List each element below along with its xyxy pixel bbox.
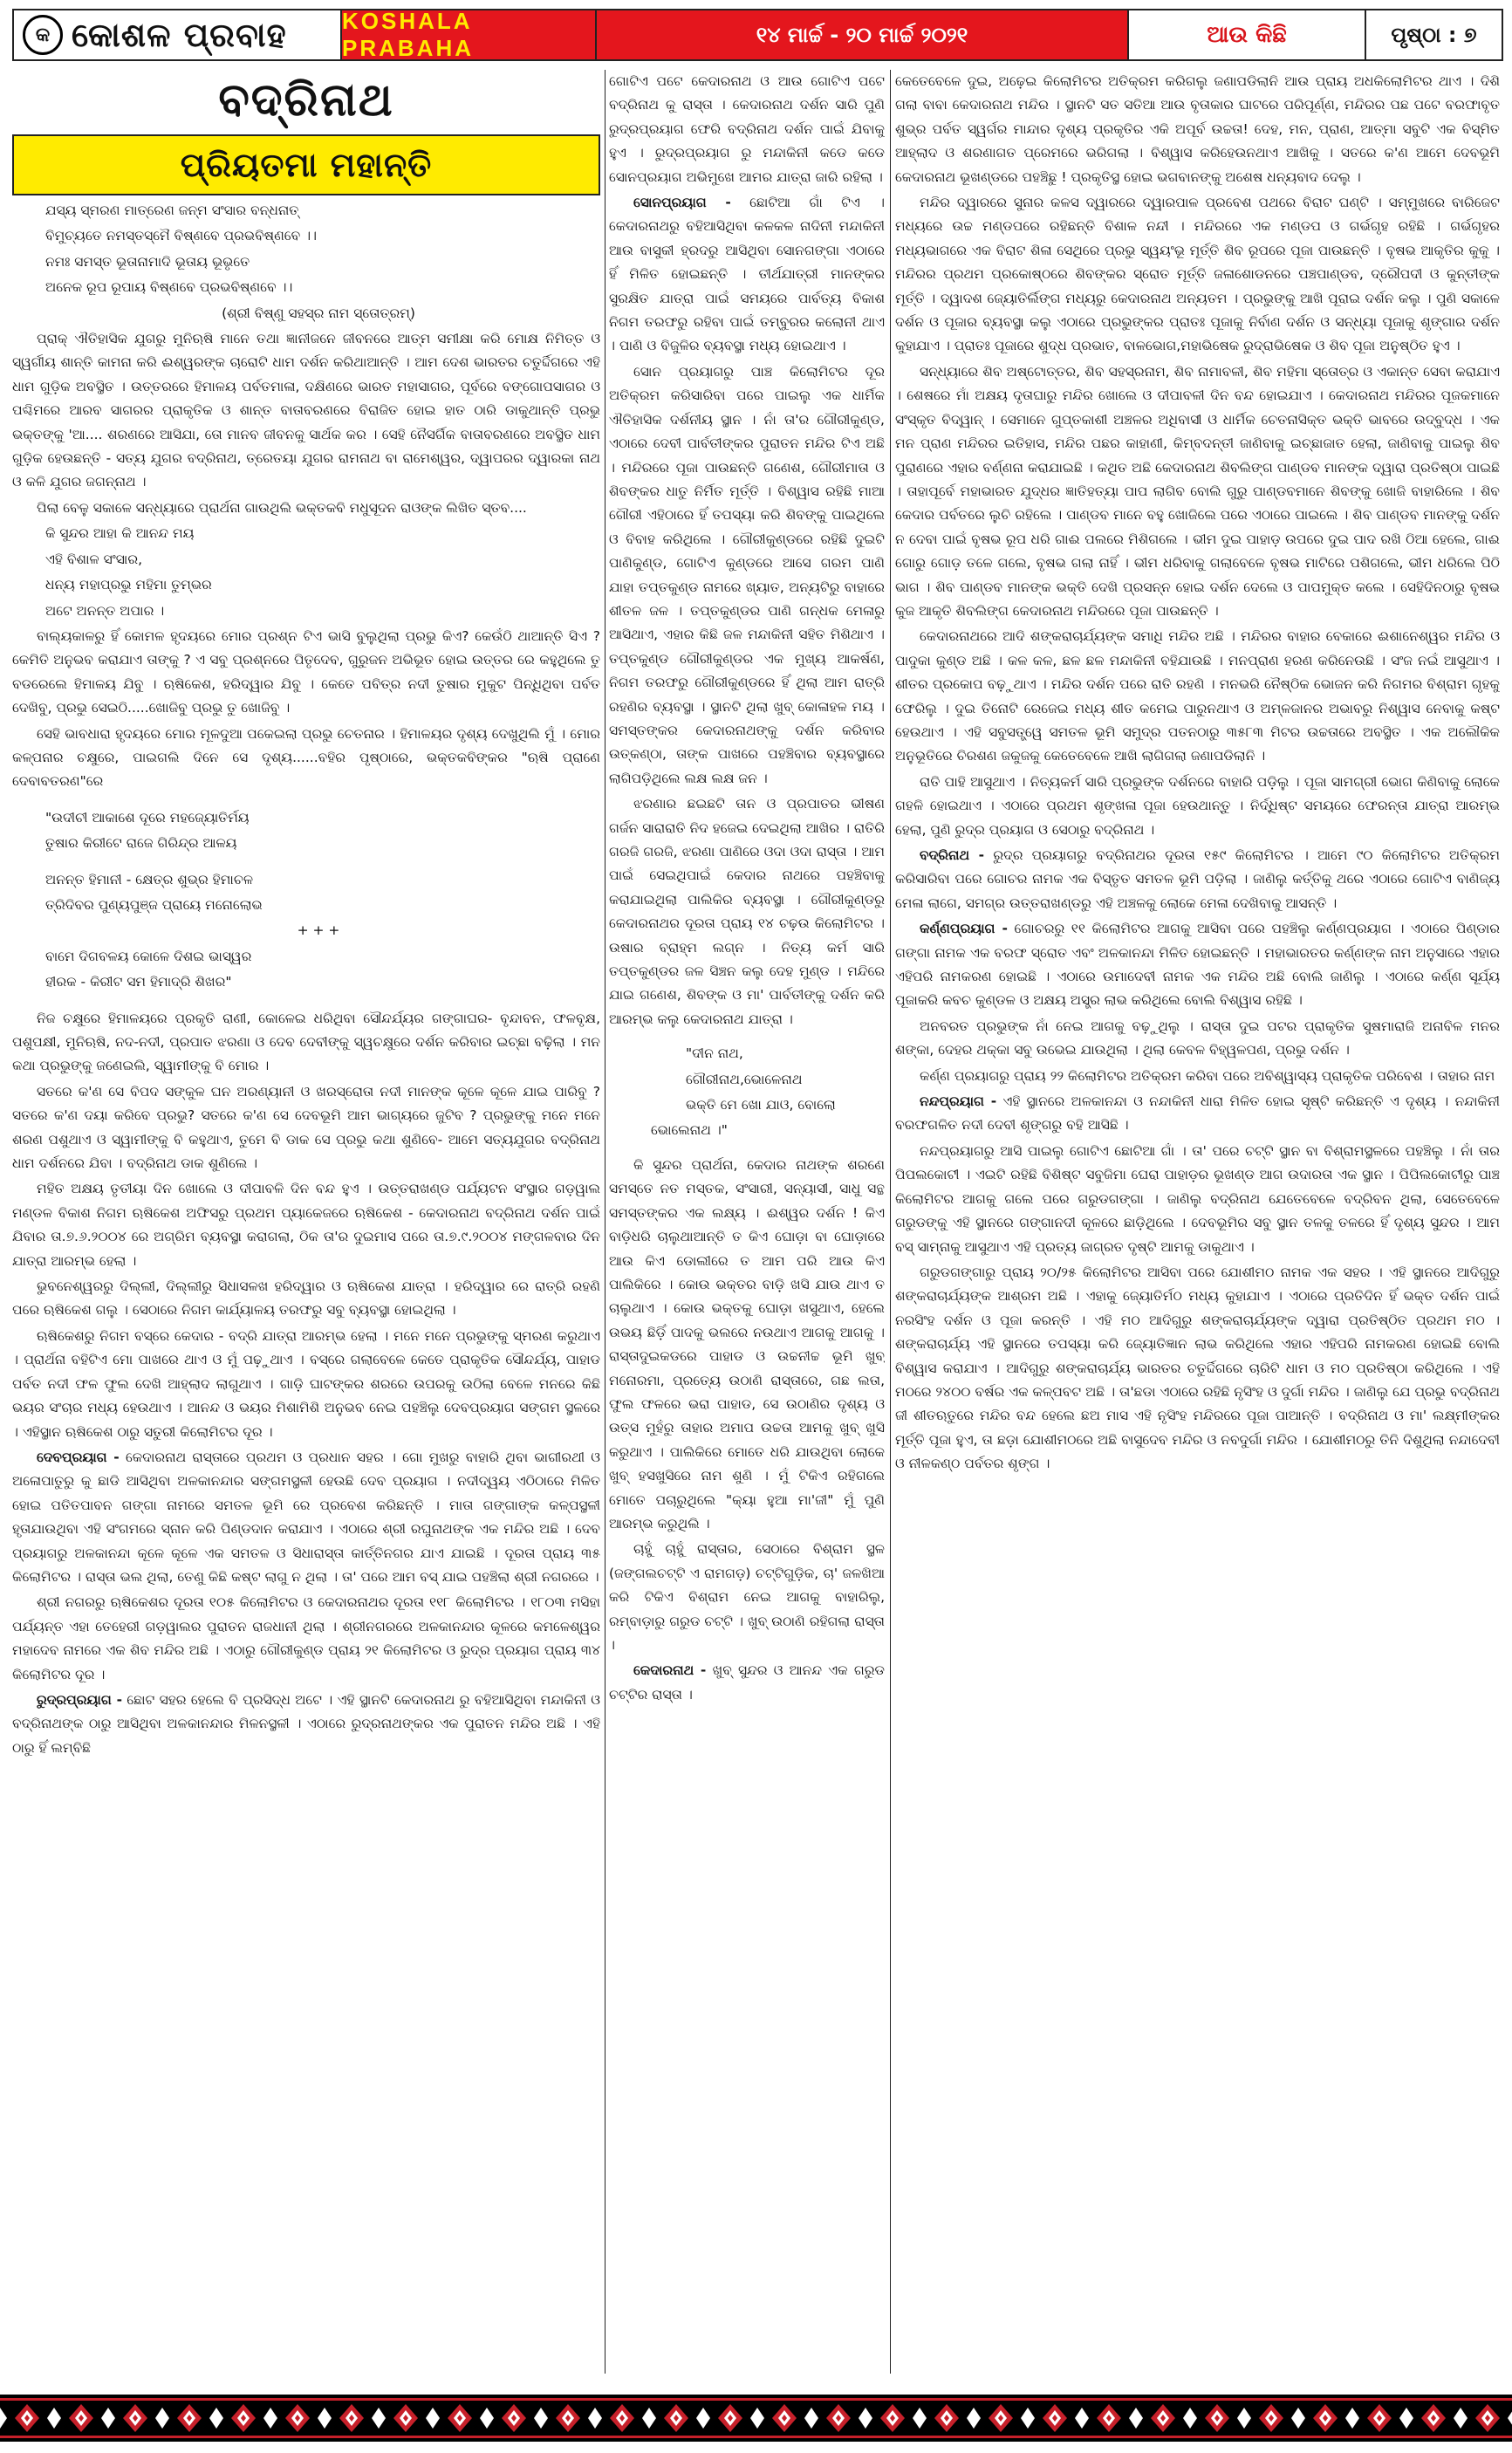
paragraph: କେଦାରନାଥରେ ଆଦି ଶଙ୍କରାଚାର୍ଯ୍ୟଙ୍କ ସମାଧି ମନ୍ଦିର ଅଛି । ମନ୍ଦିରର ବାହାର ବେକାରେ ଈଶାନେଶ୍ୱର ମନ୍ଦିର ଓ ପାଦୁକା କୁଣ୍ଡ ଅଛି । କଳ କଳ, ଛଳ ଛଳ ମନ୍ଦାକିନୀ ବହିଯାଉଛି । ମନପ୍ରାଣ ହରଣ କରିନେଉଛି । ସଂଜ ନଇଁ ଆସୁଥାଏ । ଶୀତର ପ୍ରକୋପ ବଢ଼ୁଥାଏ । ମନ୍ଦିର ଦର୍ଶନ ପରେ ରାତି ରହଣି । ମନଭରି ନୈଷ୍ଠିକ ଭୋଜନ କରି ନିଗମର ବିଶ୍ରାମ ଗୃହକୁ ଫେରିଲୁ । ଦୁଇ ତିନୋଟି ରେଜେଇ ମଧ୍ୟ ଶୀତ କମେଇ ପାରୁନଥାଏ ଓ ଅମ୍ଳଜାନର ଅଭାବରୁ ନିଶ୍ୱାସ ନେବାକୁ କଷ୍ଟ ହେଉଥାଏ । ଏହି ସବୁସତ୍ତ୍ୱେ ସମତଳ ଭୂମି ସମୁଦ୍ର ପତନଠାରୁ ୩୫୮୩ ମିଟର ଉଚ୍ଚତାରେ ଅବସ୍ଥିତ । ଏକ ଅଲୌକିକ ଅନୁଭୂତିରେ ଚିରଶଣ ଜକୁଜକୁ କେତେବେଳେ ଆଖି ଲାଗିଗଲା ଜଣାପଡିଲାନି । — [895, 628, 1500, 764]
paragraph: କେତେବେଳେ ଦୁଇ, ଅଢ଼େଇ କିଲୋମିଟର ଅତିକ୍ରମ କରିଗଲୁ ଜଣାପଡିଲାନି ଆଉ ପ୍ରାୟ ଅଧକିଲୋମିଟର ଥାଏ । ଦିଶି ଗଲା ବାବା କେଦାରନାଥ ମନ୍ଦିର । ସ୍ଥାନଟି ସତ ସତିଆ ଆଉ ବୃତାକାର ଘାଟରେ ପରିପୂର୍ଣ୍ଣ, ମନ୍ଦିରର ପଛ ପଟେ ବରଫାବୃତ ଶୁଭ୍ର ପର୍ବତ ସ୍ୱର୍ଗର ମାନ୍ଦାର ଦୃଶ୍ୟ ପ୍ରକୃତିର ଏକି ଅପୂର୍ବ ଉଚ୍ଚତା! ଦେହ, ମନ, ପ୍ରାଣ, ଆତ୍ମା ସବୁଟି ଏକ ବିସ୍ମିତ ଆହ୍ଲାଦ ଓ ଶରଣାଗତ ପ୍ରେମରେ ଭରିଗଲା । ବିଶ୍ୱାସ କରିହେଉନଥାଏ ଆଖିକୁ । ସତରେ କ'ଣ ଆମେ ଦେବଭୂମି କେଦାରନାଥ ଭୂଖଣ୍ଡରେ ପହଞ୍ଚିଛୁ ! ପ୍ରକୃତିସ୍ଥ ହୋଇ ଭଗବାନଙ୍କୁ ଅଶେଷ ଧନ୍ୟବାଦ ଦେଲୁ । — [895, 73, 1500, 185]
paragraph: ନନ୍ଦପ୍ରୟାଗରୁ ଆସି ପାଇଲୁ ଗୋଟିଏ ଛୋଟିଆ ଗାଁ । ତା' ପରେ ଚଟ୍ଟି ସ୍ଥାନ ବା ବିଶ୍ରାମସ୍ଥଳରେ ପହଞ୍ଚିଲୁ । ନାଁ ତାର ପିପଲକୋଟୀ । ଏଇଟି ରହିଛି ବିଶିଷ୍ଟ ସବୁଜିମା ଘେରା ପାହାଡ଼ର ଭୂଖଣ୍ଡ ଆଗ ଉଦାରତା ଏକ ସ୍ଥାନ । ପିପିଲକୋଟୀରୁ ପାଞ୍ଚ କିଲୋମିଟର ଆଗକୁ ଗଲେ ପରେ ଗରୁଡଗଙ୍ଗା । ଜାଣିଲୁ ବଦ୍ରିନାଥ ଯେତେବେଳେ ବଦ୍ରିବନ ଥିଲା, ସେତେବେଳେ ଗରୁଡଙ୍କୁ ଏହି ସ୍ଥାନରେ ଗଙ୍ଗାନଦୀ କୂଳରେ ଛାଡ଼ିଥିଲେ । ଦେବଭୂମିର ସବୁ ସ୍ଥାନ ତଳକୁ ତଳରେ ହିଁ ଦୃଶ୍ୟ ସୁନ୍ଦର । ଆମ ବସ୍ ସାମ୍ନାକୁ ଆସୁଥାଏ ଏହି ପ୍ରତ୍ୟ ଜାଗ୍ରତ ଦୃଷ୍ଟି ଆମକୁ ଡାକୁଥାଏ । — [895, 1142, 1500, 1255]
paragraph: ସତରେ କ'ଣ ସେ ବିପଦ ସଙ୍କୁଳ ଘନ ଅରଣ୍ୟାନୀ ଓ ଖରସ୍ରୋତା ନଦୀ ମାନଙ୍କ କୂଳେ କୂଳେ ଯାଇ ପାରିବୁ ? ସତରେ କ'ଣ ଦୟା କରିବେ ପ୍ରଭୁ? ସତରେ କ'ଣ ସେ ଦେବଭୂମି ଆମ ଭାଗ୍ୟରେ ଜୁଟିବ ? ପ୍ରଭୁଙ୍କୁ ମନେ ମନେ ଶରଣ ପଶୁଥାଏ ଓ ସ୍ୱାମୀଙ୍କୁ ବି କହୁଥାଏ, ତୁମେ ବି ଡାକ ସେ ପ୍ରଭୁ କଥା ଶୁଣିବେ- ଆମେ ସତ୍ୟଯୁଗର ବଦ୍ରିନାଥ ଧାମ ଦର୍ଶନରେ ଯିବା । ବଦ୍ରିନାଥ ଡାକ ଶୁଣିଲେ । — [12, 1083, 600, 1172]
article-title-box — [12, 70, 600, 131]
paragraph: ଭୁବନେଶ୍ୱରରୁ ଦିଲ୍ଲୀ, ଦିଲ୍ଲୀରୁ ସିଧାସଳଖ ହରିଦ୍ୱାର ଓ ଋଷିକେଶ ଯାତ୍ରା । ହରିଦ୍ୱାର ରେ ରାତ୍ରି ରହଣି ପରେ ଋଷିକେଶ ଗଲୁ । ସେଠାରେ ନିଗମ କାର୍ଯ୍ୟାଳୟ ତରଫରୁ ସବୁ ବ୍ୟବସ୍ଥା ହୋଇଥିଲା । — [12, 1278, 600, 1319]
article-column-2 — [609, 70, 885, 2381]
paragraph — [895, 1090, 1500, 1138]
page-number: ପୃଷ୍ଠା : ୭ — [1366, 10, 1502, 59]
article-column-3 — [895, 70, 1500, 2381]
verse-line: ଅନେକ ରୂପ ରୂପାୟ ବିଷ୍ଣବେ ପ୍ରଭବିଷ୍ଣବେ ।। — [45, 279, 293, 296]
paragraph: ଗରୁଡଗଙ୍ଗାରୁ ପ୍ରାୟ ୨୦/୨୫ କିଲୋମିଟର ଆସିବା ପରେ ଯୋଶୀମଠ ନାମକ ଏକ ସହର । ଏହି ସ୍ଥାନରେ ଆଦିଗୁରୁ ଶଙ୍କରାଚାର୍ଯ୍ୟଙ୍କ ଆଶ୍ରମ ଅଛି । ଏହାକୁ ଜ୍ୟୋତିର୍ମଠ ମଧ୍ୟ କୁହାଯାଏ । ଏଠାରେ ପ୍ରତିଦିନ ହିଁ ଭକ୍ତ ଦର୍ଶନ ପାଇଁ ନରସିଂହ ଦର୍ଶନ ଓ ପୂଜା କରନ୍ତି । ଏହି ମଠ ଆଦିଗୁରୁ ଶଙ୍କରାଚାର୍ଯ୍ୟଙ୍କ ଦ୍ୱାରା ପ୍ରତିଷ୍ଠିତ ପ୍ରଥମ ମଠ । ଶଙ୍କରାଚାର୍ଯ୍ୟ ଏହି ସ୍ଥାନରେ ତପସ୍ୟା କରି ଜ୍ୟୋତିଜ୍ଞାନ ଲାଭ କରିଥିଲେ ଏହାର ଏହିପରି ନାମକରଣ ହୋଇଛି ବୋଲି ବିଶ୍ୱାସ କରାଯାଏ । ଆଦିଗୁରୁ ଶଙ୍କରାଚାର୍ଯ୍ୟ ଭାରତର ଚତୁର୍ଦ୍ଦିଗରେ ଚାରିଟି ଧାମ ଓ ମଠ ପ୍ରତିଷ୍ଠା କରିଥିଲେ । ଏହି ମଠରେ ୨୪୦୦ ବର୍ଷର ଏକ କଳ୍ପବଟ ଅଛି । ତା'ଛଡା ଏଠାରେ ରହିଛି ନୃସିଂହ ଓ ଦୁର୍ଗା ମନ୍ଦିର । ଜାଣିଲୁ ଯେ ପ୍ରଭୁ ବଦ୍ରିନାଥ ଜୀ ଶୀତଋତୁରେ ମନ୍ଦିର ବନ୍ଦ ହେଲେ ଛଅ ମାସ ଏହି ନୃସିଂହ ମନ୍ଦିରରେ ପୂଜା ପାଆନ୍ତି । ବଦ୍ରିନାଥ ଓ ମା' ଲକ୍ଷ୍ମୀଙ୍କର ମୂର୍ତ୍ତି ପୂଜା ହୁଏ, ତା ଛଡ଼ା ଯୋଶୀମଠରେ ଅଛି ବାସୁଦେବ ମନ୍ଦିର ଓ ନବଦୁର୍ଗା ମନ୍ଦିର । ଯୋଶୀମଠରୁ ତିନି ଦିଶୁଥିଲା ନନ୍ଦାଦେବୀ ଓ ନୀଳକଣ୍ଠ ପର୍ବତର ଶୃଙ୍ଗ । — [895, 1264, 1500, 1472]
paragraph: ଚାହୁଁ ଚାହୁଁ ରାସ୍ତାର, ସେଠାରେ ବିଶ୍ରାମ ସ୍ଥଳ (ଜଙ୍ଗଲଚଟ୍ଟି ଏ ରାମଗଡ଼) ଚଟ୍ଟିଗୁଡ଼ିକ, ଚା' ଜଳଖିଆ କରି ଟିକିଏ ବିଶ୍ରାମ ନେଇ ଆଗକୁ ବାହାରିଲୁ, ରମ୍ବାଡ଼ାରୁ ଗରୁଡ ଚଟ୍ଟି । ଖୁବ୍ ଉଠାଣି ରହିଗଲା ରାସ୍ତା । — [609, 1541, 885, 1653]
author-box — [12, 134, 600, 195]
verse-line: "ଦୀନ ନାଥ, — [686, 1045, 743, 1062]
verse-source: (ଶ୍ରୀ ବିଷ୍ଣୁ ସହସ୍ର ନାମ ସ୍ତୋତ୍ରମ୍) — [222, 305, 415, 321]
paragraph: ଋଷିକେଶରୁ ନିଗମ ବସ୍‌ରେ କେଦାର - ବଦ୍ରି ଯାତ୍ରା ଆରମ୍ଭ ହେଲା । ମନେ ମନେ ପ୍ରଭୁଙ୍କୁ ସ୍ମରଣ କରୁଥାଏ । ପ୍ରାର୍ଥନା ବହିଟିଏ ମୋ ପାଖରେ ଥାଏ ଓ ମୁଁ ପଢ଼ୁଥାଏ । ବସ୍‌ରେ ଗଲାବେଳେ କେତେ ପ୍ରାକୃତିକ ସୌନ୍ଦର୍ଯ୍ୟ, ପାହାଡ ପର୍ବତ ନଦୀ ଫଳ ଫୁଲ ଦେଖି ଆହ୍ଲାଦ ଲାଗୁଥାଏ । ଗାଡ଼ି ଘାଟଙ୍କର ଶରରେ ଉପରକୁ ଉଠିଲା ବେଳେ ମନରେ କିଛି ଭୟର ସଂଚାର ମଧ୍ୟ ହେଉଥାଏ । ଆନନ୍ଦ ଓ ଭୟର ମିଶାମିଶି ଅନୁଭବ ନେଇ ପହଞ୍ଚିଲୁ ଦେବପ୍ରୟାଗ ସଙ୍ଗମ ସ୍ଥଳରେ । ଏହିସ୍ଥାନ ଋଷିକେଶ ଠାରୁ ସତୁରୀ କିଲୋମିଟର ଦୂର । — [12, 1327, 600, 1440]
footer-pattern-band — [0, 2395, 1512, 2442]
article-column-1 — [12, 199, 600, 2381]
paragraph — [12, 1689, 600, 1760]
verse-line: କି ସୁନ୍ଦର ଆହା କି ଆନନ୍ଦ ମୟ — [45, 525, 195, 542]
paragraph: କି ସୁନ୍ଦର ପ୍ରାର୍ଥନା, କେଦାର ନାଥଙ୍କ ଶରଣେ ସମସ୍ତେ ନତ ମସ୍ତକ, ସଂସାରୀ, ସନ୍ୟାସୀ, ସାଧୁ ସନ୍ଥ ସମସ୍ତଙ୍କର ଏକ ଲକ୍ଷ୍ୟ । ଈଶ୍ୱର ଦର୍ଶନ ! କିଏ ବାଡ଼ିଧରି ଚାଲୁଥାଆନ୍ତି ତ କିଏ ଘୋଡ଼ା ବା ଘୋଡ଼ାରେ ଆଉ କିଏ ଡୋଲୀରେ ତ ଆମ ପରି ଆଉ କିଏ ପାଲିକିରେ । କୋଉ ଭକ୍ତର ବାଡ଼ି ଖସି ଯାଉ ଥାଏ ତ ଚାଲୁଥାଏ । କୋଉ ଭକ୍ତକୁ ଘୋଡ଼ା ଖସୁଥାଏ, ହେଲେ ଉଭୟ ଛିଡ଼ିଁ ପାଦକୁ ଭଲରେ ନଉଥାଏ ଆଗକୁ ଆଗକୁ । ରାସ୍ତାଦୁଇକଡରେ ପାହାଡ ଓ ଉଚ୍ଚନୀଚ୍ଚ ଭୂମି ଖୁବ୍ ମନୋରମା, ପ୍ରତ୍ୟେ ଉଠାଣି ରାସ୍ତାରେ, ଗଛ ଲତା, ଫୁଲ ଫଳରେ ଭରା ପାହାଡ, ସେ ଉଠାଣିର ଦୃଶ୍ୟ ଓ ଉତ୍ସ ମୁହଁରୁ ତାହାର ଅମାପ ଉଚ୍ଚତା ଆମକୁ ଖୁବ୍ ଖୁସି କରୁଥାଏ । ପାଲିକିରେ ମୋତେ ଧରି ଯାଉଥିବା ଲୋକେ ଖୁବ୍ ହସଖୁସିରେ ନାମ ଶୁଣି । ମୁଁ ଟିକିଏ ରହିଗଲେ ମୋତେ ପଚାରୁଥିଲେ "କ୍ୟା ହୁଆ ମା'ଜୀ" ମୁଁ ପୁଣି ଆରମ୍ଭ କରୁଥିଲି । — [609, 1156, 885, 1531]
paragraph: ଶ୍ରୀ ନଗରରୁ ଋଷିକେଶର ଦୂରତା ୧୦୫ କିଲୋମିଟର ଓ କେଦାରନାଥର ଦୂରତା ୧୧୮ କିଲୋମିଟର । ୧୮୦୩ ମସିହା ପର୍ଯ୍ୟନ୍ତ ଏହା ତେହେରୀ ଗଡ଼ୱାଲର ପୁରାତନ ରାଜଧାନୀ ଥିଲା । ଶ୍ରୀନଗରରେ ଅଳକାନନ୍ଦାର କୂଳରେ କମଳେଶ୍ୱର ମହାଦେବ ନାମରେ ଏକ ଶିବ ମନ୍ଦିର ଅଛି । ଏଠାରୁ ଗୌରୀକୁଣ୍ଡ ପ୍ରାୟ ୨୧ କିଲୋମିଟର ଓ ରୁଦ୍ର ପ୍ରୟାଗ ପ୍ରାୟ ୩୪ କିଲୋମିଟର ଦୂର । — [12, 1594, 600, 1682]
paragraph: ପ୍ରାକ୍ ଐତିହାସିକ ଯୁଗରୁ ମୁନିଋଷି ମାନେ ତଥା ଜ୍ଞାନୀଜନେ ଜୀବନରେ ଆତ୍ମ ସମୀକ୍ଷା କରି ମୋକ୍ଷ ନିମିତ୍ତ ଓ ସ୍ୱର୍ଗୀୟ ଶାନ୍ତି କାମନା କରି ଈଶ୍ୱରଙ୍କ ଚାରୋଟି ଧାମ ଦର୍ଶନ କରିଥାଆନ୍ତି । ଆମ ଦେଶ ଭାରତର ଚତୁର୍ଦ୍ଦିଗରେ ଏହି ଧାମ ଗୁଡ଼ିକ ଅବସ୍ଥିତ । ଉତ୍ତରରେ ହିମାଳୟ ପର୍ବତମାଳା, ଦକ୍ଷିଣରେ ଭାରତ ମହାସାଗର, ପୂର୍ବରେ ବଙ୍ଗୋପସାଗର ଓ ପଶ୍ଚିମରେ ଆରବ ସାଗରର ପ୍ରାକୃତିକ ଓ ଶାନ୍ତ ବାତାବରଣରେ ବିରାଜିତ ହୋଇ ହାତ ଠାରି ଡାକୁଥାନ୍ତି ପ୍ରଭୁ ଭକ୍ତଙ୍କୁ 'ଆ.... ଶରଣରେ ଆସିଯା, ତୋ ମାନବ ଜୀବନକୁ ସାର୍ଥକ କର । ସେହି ନୈସର୍ଗିକ ବାତାବରଣରେ ଅବସ୍ଥିତ ଧାମ ଗୁଡ଼ିକ ହେଉଛନ୍ତି - ସତ୍ୟ ଯୁଗର ବଦ୍ରିନାଥ, ତ୍ରେତୟା ଯୁଗର ରାମନାଥ ବା ରାମେଶ୍ୱର, ଦ୍ୱାପରର ଦ୍ୱାରକା ନାଥ ଓ କଳି ଯୁଗର ଜଗନ୍ନାଥ । — [12, 331, 600, 490]
paragraph: ସେହି ଭାବଧାରା ହୃଦୟରେ ମୋର ମୂଳଦୁଆ ପକେଇଲା ପ୍ରଭୁ ଚେତନାର । ହିମାଳୟର ଦୃଶ୍ୟ ଦେଖୁଥିଲି ମୁଁ । ମୋର କଳ୍ପନାର ଚକ୍ଷୁରେ, ପାଇଗଲି ଦିନେ ସେ ଦୃଶ୍ୟ......ବହିର ପୃଷ୍ଠାରେ, ଭକ୍ତକବିଙ୍କର "ଋଷି ପ୍ରାଣେ ଦେବାବତରଣ"ରେ — [12, 725, 600, 790]
logo-mark: କ — [23, 15, 63, 55]
verse-line: ଧନ୍ୟ ମହାପ୍ରଭୁ ମହିମା ତୁମ୍ଭର — [45, 577, 212, 593]
subheading-karnaprayag: କର୍ଣ୍ଣପ୍ରୟାଗ - — [920, 921, 1008, 937]
paragraph: ଝରଣାର ଛଇଛଟି ତାନ ଓ ପ୍ରପାତର ଭୀଷଣ ଗର୍ଜନ ସାରାରାତି ନିଦ ହଜେଇ ଦେଇଥିଲା ଆଖିର । ରାତିରି ଗରଜି ଗରଜି, ଝରଣା ପାଣିରେ ଓଦା ଓଦା ରାସ୍ତା । ଆମ ପାଇଁ ସେଇଥିପାଇଁ କେଦାର ନାଥରେ ପହଞ୍ଚିବାକୁ କରାଯାଇଥିଲା ପାଲିକିର ବ୍ୟବସ୍ଥା । ଗୌରୀକୁଣ୍ଡରୁ କେଦାରନାଥର ଦୂରତା ପ୍ରାୟ ୧୪ ଚଢ଼ଉ କିଲୋମିଟର । ଉଷାର ବ୍ରାହ୍ମ ଲଗ୍ନ । ନିତ୍ୟ କର୍ମ ସାରି ତପ୍ତକୁଣ୍ଡର ଜଳ ସିଞ୍ଚନ କଲୁ ଦେହ ମୁଣ୍ଡ । ମନ୍ଦିରେ ଯାଇ ଗଣେଶ, ଶିବଙ୍କ ଓ ମା' ପାର୍ବତୀଙ୍କୁ ଦର୍ଶନ କରି ଆରମ୍ଭ କଲୁ କେଦାରନାଥ ଯାତ୍ରା । — [609, 796, 885, 1027]
masthead-logo — [14, 10, 342, 59]
paragraph — [895, 917, 1500, 1013]
verse-line: ଯସ୍ୟ ସ୍ମରଣ ମାତ୍ରେଣ ଜନ୍ମ ସଂସାର ବନ୍ଧନାତ୍ — [45, 202, 299, 218]
subheading-nandprayag: ନନ୍ଦପ୍ରୟାଗ - — [920, 1093, 997, 1110]
paragraph: ନିଜ ଚକ୍ଷୁରେ ହିମାଳୟରେ ପ୍ରକୃତି ରାଣୀ, କୋଳେଇ ଧରିଥିବା ସୌନ୍ଦର୍ଯ୍ୟର ଗଙ୍ଗାଘର- ବୃନ୍ଦାବନ, ଫଳବୃକ୍ଷ, ପଶୁପକ୍ଷୀ, ମୁନିଋଷି, ନଦ-ନଦୀ, ପ୍ରପାତ ଝରଣା ଓ ଦେବ ଦେବୀଙ୍କୁ ସ୍ୱଚକ୍ଷୁରେ ଦର୍ଶନ କରିବାର ଇଚ୍ଛା ବଢ଼ିଲା । ମନ କଥା ପ୍ରଭୁଙ୍କୁ ଜଣେଇଲି, ସ୍ୱାମୀଙ୍କୁ ବି ମୋର । — [12, 1010, 600, 1074]
paragraph: ବାଲ୍ୟକାଳରୁ ହିଁ କୋମଳ ହୃଦୟରେ ମୋର ପ୍ରଶ୍ନ ଟିଏ ଭାସି ବୁଲୁଥିଲା ପ୍ରଭୁ କିଏ? କେଉଁଠି ଥାଆନ୍ତି ସିଏ ? କେମିତି ଅନୁଭବ କରାଯାଏ ତାଙ୍କୁ ? ଏ ସବୁ ପ୍ରଶ୍ନରେ ପିତୃଦେବ, ଗୁରୁଜନ ଅଭିଭୂତ ହୋଇ ଉତ୍ତର ରେ କହୁଥିଲେ ତୁ ବଡରେଲେ ହିମାଳୟ ଯିବୁ । ଋଷିକେଶ, ହରିଦ୍ୱାର ଯିବୁ । କେତେ ପବିତ୍ର ନଦୀ ତୁଷାର ମୁକୁଟ ପିନ୍ଧିଥିବା ପର୍ବତ ଦେଖିବୁ, ପ୍ରଭୁ ସେଇଠି.....ଖୋଜିବୁ ପ୍ରଭୁ ତୁ ଖୋଜିବୁ । — [12, 627, 600, 716]
subheading-kedarnath: କେଦାରନାଥ - — [633, 1662, 707, 1679]
paragraph-text: ଛୋଟିଆ ଗାଁ ଟିଏ । କେଦାରନାଥରୁ ବହିଆସିଥିବା କଳକଳ ନାଦିନୀ ମନ୍ଦାକିନୀ ଆଉ ବାସୁକୀ ହ୍ରଦରୁ ଆସିଥିବା ସୋନଗଙ୍ଗା ଏଠାରେ ହିଁ ମିଳିତ ହୋଇଛନ୍ତି । ତୀର୍ଥଯାତ୍ରୀ ମାନଙ୍କର ସୁରକ୍ଷିତ ଯାତ୍ରା ପାଇଁ ସମୟରେ ପାର୍ବତ୍ୟ ବିକାଶ ନିଗମ ତରଫରୁ ରହିବା ପାଇଁ ତମ୍ବୁରର କଲୋନୀ ଥାଏ । ପାଣି ଓ ବିଜୁଳିର ବ୍ୟବସ୍ଥା ମଧ୍ୟ ହୋଇଥାଏ । — [609, 195, 885, 354]
paragraph — [12, 1446, 600, 1589]
paragraph-text: କେଦାରନାଥ ରାସ୍ତାରେ ପ୍ରଥମ ଓ ପ୍ରଧାନ ସହର । ଗୋ ମୁଖରୁ ବାହାରି ଥିବା ଭାଗୀରଥୀ ଓ ଅଳୋପାତୁରୁ କୁ ଛାଡି ଆସିଥିବା ଅଳକାନନ୍ଦାର ସଙ୍ଗମସ୍ଥଳୀ ହେଉଛି ଦେବ ପ୍ରୟାଗ । ନଦୀଦ୍ୱୟ ଏଠିଠାରେ ମିଳିତ ହୋଇ ପତିତପାବନ ଗଙ୍ଗା ନାମରେ ସମତଳ ଭୂମି ରେ ପ୍ରବେଶ କରିଛନ୍ତି । ମାତା ଗଙ୍ଗାଙ୍କ କଳ୍ପସ୍ଥଳୀ ହୃତାଯାଉଥିବା ଏହି ସଂଗମରେ ସ୍ନାନ କରି ପିଣ୍ଡଦାନ କରାଯାଏ । ଏଠାରେ ଶ୍ରୀ ରଘୁନାଥଙ୍କ ଏକ ମନ୍ଦିର ଅଛି । ଦେବ ପ୍ରୟାଗରୁ ଅଳକାନନ୍ଦା କୂଳେ କୂଳେ ଏକ ସମତଳ ଓ ସିଧାରାସ୍ତା କାର୍ତ୍ତିନଗର ଯାଏ ଯାଇଛି । ଦୂରତା ପ୍ରାୟ ୩୫ କିଲୋମିଟର । ରାସ୍ତା ଭଲ ଥିଲା, ତେଣୁ କିଛି କଷ୍ଟ ଲାଗୁ ନ ଥିଲା । ତା' ପରେ ଆମ ବସ୍ ଯାଇ ପହଞ୍ଚିଲା ଶ୍ରୀ ନଗରରେ । — [12, 1449, 600, 1585]
verse-separator: + + + — [297, 922, 340, 939]
verse-line: ତ୍ରିଦିବର ପୁଣ୍ୟପୁଞ୍ଜ ପ୍ରାୟେ ମନୋଲୋଭ — [45, 896, 263, 913]
subheading-devprayag: ଦେବପ୍ରୟାଗ - — [37, 1449, 120, 1465]
paragraph: ଗୋଟିଏ ପଟେ କେଦାରନାଥ ଓ ଆଉ ଗୋଟିଏ ପଟେ ବଦ୍ରିନାଥ କୁ ରାସ୍ତା । କେଦାରନାଥ ଦର୍ଶନ ସାରି ପୁଣି ରୁଦ୍ରପ୍ରୟାଗ ଫେରି ବଦ୍ରିନାଥ ଦର୍ଶନ ପାଇଁ ଯିବାକୁ ହୁଏ । ରୁଦ୍ରପ୍ରୟାଗ ରୁ ମନ୍ଦାକିନୀ କଡେ କଡେ ସୋନପ୍ରୟାଗ ଅଭିମୁଖେ ଆମର ଯାତ୍ରା ଜାରି ରହିଲା । — [609, 73, 885, 185]
paragraph: ପିଲା ବେଳୁ ସକାଳେ ସନ୍ଧ୍ୟାରେ ପ୍ରାର୍ଥନା ଗାଉଥିଲି ଭକ୍ତକବି ମଧୁସୂଦନ ରାଓଙ୍କ ଲିଖିତ ସ୍ତବ.... — [37, 499, 527, 516]
paragraph-text: ଖୁବ୍ ସୁନ୍ଦର ଓ ଆନନ୍ଦ ଏକ ଗରୁଡ ଚଟ୍ଟିର ରାସ୍ତା । — [609, 1662, 885, 1703]
verse-line: ଭୋଲେନାଥ ।" — [651, 1122, 728, 1139]
paragraph — [895, 844, 1500, 915]
paragraph-text: ଛୋଟ ସହର ହେଲେ ବି ପ୍ରସିଦ୍ଧ ଅଟେ । ଏହି ସ୍ଥାନଟି କେଦାରନାଥ ରୁ ବହିଆସିଥିବା ମନ୍ଦାକିନୀ ଓ ବଦ୍ରିନାଥଙ୍କ ଠାରୁ ଆସିଥିବା ଅଳକାନନ୍ଦାର ମିଳନସ୍ଥଳୀ । ଏଠାରେ ରୁଦ୍ରନାଥଙ୍କର ଏକ ପୁରାତନ ମନ୍ଦିର ଅଛି । ଏହି ଠାରୁ ହିଁ ଲମ୍ବିଛି — [12, 1691, 600, 1756]
subheading-badrinath: ବଦ୍ରିନାଥ - — [920, 847, 985, 863]
paragraph: ସୋନ ପ୍ରୟାଗରୁ ପାଞ୍ଚ କିଲୋମିଟର ଦୂର ଅତିକ୍ରମ କରିସାରିବା ପରେ ପାଇଲୁ ଏକ ଧାର୍ମିକ ଐତିହାସିକ ଦର୍ଶନୀୟ ସ୍ଥାନ । ନାଁ ତା'ର ଗୌରୀକୁଣ୍ଡ, ଏଠାରେ ଦେବୀ ପାର୍ବତୀଙ୍କର ପୁରାତନ ମନ୍ଦିର ଟିଏ ଅଛି । ମନ୍ଦିରରେ ପୂଜା ପାଉଛନ୍ତି ଗଣେଶ, ଗୌରୀମାତା ଓ ଶିବଙ୍କର ଧାତୁ ନିର୍ମିତ ମୂର୍ତ୍ତି । ବିଶ୍ୱାସ ରହିଛି ମାଆ ଗୌରୀ ଏହିଠାରେ ହିଁ ତପସ୍ୟା କରି ଶିବଙ୍କୁ ପାଇଥିଲେ ଓ ବିବାହ କରିଥିଲେ । ଗୌରୀକୁଣ୍ଡରେ ରହିଛି ଦୁଇଟି ପାଣିକୁଣ୍ଡ, ଗୋଟିଏ କୁଣ୍ଡରେ ଆସେ ଗରମ ପାଣି ଯାହା ତପ୍ତକୁଣ୍ଡ ନାମରେ ଖ୍ୟାତ, ଅନ୍ୟଟିରୁ ବାହାରେ ଶୀତଳ ଜଳ । ତପ୍ତକୁଣ୍ଡର ପାଣି ଗନ୍ଧକ ମେଳାରୁ ଆସିଥାଏ, ଏହାର କିଛି ଜଳ ମନ୍ଦାକିନୀ ସହିତ ମିଶିଥାଏ । ତପ୍ତକୁଣ୍ଡ ଗୌରୀକୁଣ୍ଡର ଏକ ମୁଖ୍ୟ ଆକର୍ଷଣ, ନିଗମ ତରଫରୁ ଗୌରୀକୁଣ୍ଡରେ ହିଁ ଥିଲା ଆମ ରାତ୍ରି ରହଣିର ବ୍ୟବସ୍ଥା । ସ୍ଥାନଟି ଥିଲା ଖୁବ୍ କୋଳାହଳ ମୟ । ସମସ୍ତଙ୍କର କେଦାରନାଥଙ୍କୁ ଦର୍ଶନ କରିବାର ଉତ୍କଣ୍ଠା, ତାଙ୍କ ପାଖରେ ପହଞ୍ଚିବାର ବ୍ୟବସ୍ଥାରେ ଲାଗିପଡ଼ିଥିଲେ ଲକ୍ଷ ଲକ୍ଷ ଜନ । — [609, 363, 885, 786]
paragraph — [609, 191, 885, 359]
article-author: ପ୍ରିୟତମା ମହାନ୍ତି — [180, 145, 433, 184]
verse-line: ନମଃ ସମସ୍ତ ଭୂତାନାମାଦି ଭୂତାୟ ଭୂଭୃତେ — [45, 253, 250, 270]
paragraph-text: ଏହି ସ୍ଥାନରେ ଅଳକାନନ୍ଦା ଓ ନନ୍ଦାକିନୀ ଧାରା ମିଳିତ ହୋଇ ସୃଷ୍ଟି କରିଛନ୍ତି ଏ ଦୃଶ୍ୟ । ନନ୍ଦାକିନୀ ବରଫଗଳିତ ନଦୀ ଦେବୀ ଶୃଙ୍ଗରୁ ବହି ଆସିଛି । — [895, 1093, 1500, 1134]
paragraph: କର୍ଣ୍ଣ ପ୍ରୟାଗରୁ ପ୍ରାୟ ୨୨ କିଲୋମିଟର ଅତିକ୍ରମ କରିବା ପରେ ଅବିଶ୍ୱାସ୍ୟ ପ୍ରାକୃତିକ ପରିବେଶ । ତାହାର ନାମ — [920, 1067, 1495, 1084]
section-name: ଆଉ କିଛି — [1129, 10, 1366, 59]
paragraph-text: ଗୋଚରରୁ ୧୧ କିଲୋମିଟର ଆଗକୁ ଆସିବା ପରେ ପହଞ୍ଚିଲୁ କର୍ଣ୍ଣପ୍ରୟାଗ । ଏଠାରେ ପିଣ୍ଡାର ଗଙ୍ଗା ନାମକ ଏକ ବରଫ ସ୍ରୋତ ଏବଂ ଅଳକାନନ୍ଦା ମିଳିତ ହୋଇଛନ୍ତି । ମହାଭାରତର କର୍ଣ୍ଣଙ୍କ ନାମ ଅନୁସାରେ ଏହାର ଏହିପରି ନାମକରଣ ହୋଇଛି । ଏଠାରେ ଉମାଦେବୀ ନାମକ ଏକ ମନ୍ଦିର ଅଛି ବୋଲି ଜାଣିଲୁ । ଏଠାରେ କର୍ଣ୍ଣ ସୂର୍ଯ୍ୟ ପୂଜାକରି କବଚ କୁଣ୍ଡଳ ଓ ଅକ୍ଷୟ ଅସ୍ତ୍ର ଲାଭ କରିଥିଲେ ବୋଲି ବିଶ୍ୱାସ ରହିଛି । — [895, 921, 1500, 1009]
verse-line: ଅଟେ ଅନନ୍ତ ଅପାର । — [45, 602, 165, 619]
verse-line: ଗୌରୀନାଥ,ଭୋଳେନାଥ — [686, 1071, 803, 1087]
verse-line: ଅନନ୍ତ ହିମାନୀ - କ୍ଷେତ୍ର ଶୁଭ୍ର ହିମାଚଳ — [45, 871, 254, 887]
paragraph: ମହିତ ଅକ୍ଷୟ ତୃତୀୟା ଦିନ ଖୋଲେ ଓ ଦୀପାବଳି ଦିନ ବନ୍ଦ ହୁଏ । ଉତ୍ତରାଖଣ୍ଡ ପର୍ଯ୍ୟଟନ ସଂସ୍ଥାର ଗଡ଼ୱାଲ ମଣ୍ଡଳ ବିକାଶ ନିଗମ ଋଷିକେଶ ଅଫିସରୁ ପ୍ରଥମ ପ୍ୟାକେଜରେ ଋଷିକେଶ - କେଦାରନାଥ ବଦ୍ରିନାଥ ଦର୍ଶନ ପାଇଁ ଯିବାର ତା.୭.୬.୨୦୦୪ ରେ ଅଗ୍ରିମ ବ୍ୟବସ୍ଥା କରାଗଲା, ଠିକ ତା'ର ଦୁଇମାସ ପରେ ତା.୭.୯.୨୦୦୪ ମଙ୍ଗଳବାର ଦିନ ଯାତ୍ରା ଆରମ୍ଭ ହେଲା । — [12, 1181, 600, 1269]
column-divider — [890, 70, 891, 2374]
verse-line: ତୁଷାର କିରୀଟେ ରାଜେ ଗିରିନ୍ଦ୍ର ଆଳୟ — [45, 835, 237, 852]
paragraph — [609, 1659, 885, 1707]
paragraph: ଅନବରତ ପ୍ରଭୁଙ୍କ ନାଁ ନେଇ ଆଗକୁ ବଢ଼ୁଥିଲୁ । ରାସ୍ତା ଦୁଇ ପଟର ପ୍ରାକୃତିକ ସୁଷମାରାଜି ଅନାବିଳ ମନର ଶଙ୍କା, ଦେହର ଥକ୍କା ସବୁ ଉଭେଇ ଯାଉଥିଲା । ଥିଲା କେବଳ ବିହ୍ୱଳପଣ, ପ୍ରଭୁ ଦର୍ଶନ । — [895, 1018, 1500, 1059]
paragraph-text: ରୁଦ୍ର ପ୍ରୟାଗରୁ ବଦ୍ରିନାଥର ଦୂରତା ୧୫୯ କିଲୋମିଟର । ଆମେ ୯୦ କିଲୋମିଟର ଅତିକ୍ରମ କରିସାରିବା ପରେ ଗୋଚର ନାମକ ଏକ ବିସ୍ତୃତ ସମତଳ ଭୂମି ପଡ଼ିଲା । ଜାଣିଲୁ କର୍ତ୍ତିକୁ ଥରେ ଏଠାରେ ଗୋଟିଏ ବାଣିଜ୍ୟ ମେଳା ଲାଗେ, ସମଗ୍ର ଉତ୍ତରାଖଣ୍ଡରୁ ଏହି ଅଞ୍ଚଳକୁ ଲୋକେ ମେଳା ଦେଖିବାକୁ ଆସନ୍ତି । — [895, 847, 1500, 911]
verse-line: ଏହି ବିଶାଳ ସଂସାର, — [45, 551, 143, 567]
masthead — [12, 9, 1503, 61]
footer-ikat-pattern — [0, 2395, 1512, 2442]
paragraph: ମନ୍ଦିର ଦ୍ୱାରରେ ସୁନାର କଳସ ଦ୍ୱାରରେ ଦ୍ୱାରପାଳ ପ୍ରବେଶ ପଥରେ ବିରାଟ ଘଣ୍ଟି । ସମ୍ମୁଖରେ ବାରିଜେଟ ମଧ୍ୟରେ ଉଚ୍ଚ ମଣ୍ଡପରେ ରହିଛନ୍ତି ବିଶାଳ ନନ୍ଦୀ । ମନ୍ଦିରରେ ଏକ ମଣ୍ଡପ ଓ ଗର୍ଭଗୃହ ରହିଛି । ଗର୍ଭଗୃହର ମଧ୍ୟଭାଗରେ ଏକ ବିରାଟ ଶିଳା ସେଥିରେ ପ୍ରଭୁ ସ୍ୱୟଂଭୂ ମୂର୍ତ୍ତି ଶିବ ରୂପରେ ପୂଜା ପାଉଛନ୍ତି । ବୃଷଭ ଆକୃତିର କୁକୁ । ମନ୍ଦିରର ପ୍ରଥମ ପ୍ରକୋଷ୍ଠରେ ଶିବଙ୍କର ସ୍ରୋତ ମୂର୍ତ୍ତି ଜଳାଶୋଡନରେ ପଞ୍ଚପାଣ୍ଡବ, ଦ୍ରୌପଦୀ ଓ କୁନ୍ତୀଙ୍କ ମୂର୍ତ୍ତି । ଦ୍ୱାଦଶ ଜ୍ୟୋତିର୍ଲିଙ୍ଗ ମଧ୍ୟରୁ କେଦାରନାଥ ଅନ୍ୟତମ । ପ୍ରଭୁଙ୍କୁ ଆଖି ପୂରାଇ ଦର୍ଶନ କଲୁ । ପୁଣି ସକାଳେ ଦର୍ଶନ ଓ ପୂଜାର ବ୍ୟବସ୍ଥା କଲୁ ଏଠାରେ ପ୍ରଭୁଙ୍କର ପ୍ରାତଃ ପୂଜାକୁ ନିର୍ବାଣ ଦର୍ଶନ ଓ ସନ୍ଧ୍ୟା ପୂଜାକୁ ଶୃଙ୍ଗାର ଦର୍ଶନ କୁହାଯାଏ । ପ୍ରାତଃ ପୂଜାରେ ଶୁଦ୍ଧ ପ୍ରଭାତ, ବାଳଭୋଗ,ମହାଭିଷେକ ରୁଦ୍ରାଭିଷେକ ଓ ଶିବ ପୂଜା ଅନୁଷ୍ଠିତ ହୁଏ । — [895, 195, 1500, 354]
article-title: ବଦ୍ରିନାଥ — [218, 73, 394, 127]
paragraph: ରାତି ପାହି ଆସୁଥାଏ । ନିତ୍ୟକର୍ମ ସାରି ପ୍ରଭୁଙ୍କ ଦର୍ଶନରେ ବାହାରି ପଡ଼ିଲୁ । ପୂଜା ସାମଗ୍ରୀ ଭୋଗ କିଣିବାକୁ ଲୋକେ ଗହଳି ହୋଇଥାଏ । ଏଠାରେ ପ୍ରଥମ ଶୃଙ୍ଖଳା ପୂଜା ହେଉଥାନ୍ତୁ । ନିର୍ଦ୍ଧିଷ୍ଟ ସମୟରେ ଫେରନ୍ତା ଯାତ୍ରା ଆରମ୍ଭ ହେଲା, ପୁଣି ରୁଦ୍ର ପ୍ରୟାଗ ଓ ସେଠାରୁ ବଦ୍ରିନାଥ । — [895, 773, 1500, 838]
verse-line: ଭକ୍ତି ମେ ଖୋ ଯାଓ, ବୋଲୋ — [686, 1097, 836, 1113]
paragraph: ସନ୍ଧ୍ୟାରେ ଶିବ ଅଷ୍ଟୋତ୍ତର, ଶିବ ସହସ୍ରନାମ, ଶିବ ନାମାବଳୀ, ଶିବ ମହିମା ସ୍ତୋତ୍ର ଓ ଏକାନ୍ତ ସେବା କରାଯାଏ । ଶେଷରେ ମାଁ ଅକ୍ଷୟ ଦୃତାଘାରୁ ମନ୍ଦିର ଖୋଲେ ଓ ଦୀପାବଳୀ ଦିନ ବନ୍ଦ ହୋଇଯାଏ । କେଦାରନାଥ ମନ୍ଦିରର ପୂଜକମାନେ ସଂସ୍କୃତ ବିଦ୍ୱାନ୍ । ସେମାନେ ଗୁପ୍ତକାଶୀ ଅଞ୍ଚଳର ଅଧିବାସୀ ଓ ଧାର୍ମିକ ଚେତନାସିକ୍ତ ଭକ୍ତି ଭାବରେ ଉଦ୍ବୁଦ୍ଧ । ଏକ ମନ ପ୍ରାଣ ମନ୍ଦିରର ଇତିହାସ, ମନ୍ଦିର ପଛର କାହାଣୀ, କିମ୍ବଦନ୍ତୀ ଜାଣିବାକୁ ଇଚ୍ଛାଜାତ ହେଲା, ଜାଣିବାକୁ ପାଇଲୁ ଶିବ ପୁରାଣରେ ଏହାର ବର୍ଣ୍ଣନା କରାଯାଇଛି । କଥିତ ଅଛି କେଦାରନାଥ ଶିବଲିଙ୍ଗ ପାଣ୍ଡବ ମାନଙ୍କ ଦ୍ୱାରା ପ୍ରତିଷ୍ଠା ପାଇଛି । ତାହାପୂର୍ବେ ମହାଭାରତ ଯୁଦ୍ଧର ଜ୍ଞାତିହତ୍ୟା ପାପ ଲାଗିବ ବୋଲି ଗୁରୁ ପାଣ୍ଡବମାନେ ଶିବଙ୍କୁ ଖୋଜି ବାହାରିଲେ । ଶିବ କେଦାର ପର୍ବତରେ ଲୁଚି ରହିଲେ । ପାଣ୍ଡବ ମାନେ ବହୁ ଖୋଜିଲେ ପରେ ଏଠାରେ ପାଇଲେ । ଶିବ ପାଣ୍ଡବ ମାନଙ୍କୁ ଦର୍ଶନ ନ ଦେବା ପାଇଁ ବୃଷଭ ରୂପ ଧରି ଗାଈ ପଲରେ ମିଶିଗଲେ । ଭୀମ ଦୁଇ ପାହାଡ଼ ଉପରେ ଦୁଇ ପାଦ ରଖି ଠିଆ ହେଲେ, ଗାଈ ଗୋରୁ ଗୋଡ଼ ତଳେ ଗଲେ, ବୃଷଭ ଗଲା ନାହିଁ । ଭୀମ ଧରିବାକୁ ଗଲାବେଳେ ବୃଷଭ ମାଟିରେ ପଶିଗଲେ, ଭୀମ ଧରିଲେ ପିଠି ଭାଗ । ଶିବ ପାଣ୍ଡବ ମାନଙ୍କ ଭକ୍ତି ଦେଖି ପ୍ରସନ୍ନ ହୋଇ ଦର୍ଶନ ଦେଲେ ଓ ପାପମୁକ୍ତ କଲେ । ସେହିଦିନଠାରୁ ବୃଷଭ କୁଜ ଆକୃତି ଶିବଲିଙ୍ଗ କେଦାରନାଥ ମନ୍ଦିରରେ ପୂଜା ପାଉଛନ୍ତି । — [895, 363, 1500, 619]
verse-line: "ଉଦୀଚୀ ଆକାଶେ ଦୂରେ ମହଜ୍ୟୋତିର୍ମୟ — [45, 809, 250, 826]
subheading-rudraprayag: ରୁଦ୍ରପ୍ରୟାଗ - — [37, 1691, 122, 1708]
issue-date-range: ୧୪ ମାର୍ଚ୍ଚ - ୨୦ ମାର୍ଚ୍ଚ ୨୦୨୧ — [597, 10, 1129, 59]
logo-text: କୋଶଳ ପ୍ରବାହ — [72, 15, 287, 54]
verse-line: ବାମେ ଦିଗବଳୟ କୋଳେ ଦିଶଇ ଭାସ୍ୱର — [45, 948, 252, 964]
verse-line: ହୀରକ - କିରୀଟ ସମ ହିମାଦ୍ରି ଶିଖର" — [45, 974, 232, 990]
verse-line: ବିମୁଚ୍ୟତେ ନମସ୍ତସ୍ମୈ ବିଷ୍ଣବେ ପ୍ରଭବିଷ୍ଣବେ ।। — [45, 228, 318, 244]
subheading-sonprayag: ସୋନପ୍ରୟାଗ - — [633, 195, 731, 211]
english-name: KOSHALA PRABAHA — [342, 10, 597, 59]
